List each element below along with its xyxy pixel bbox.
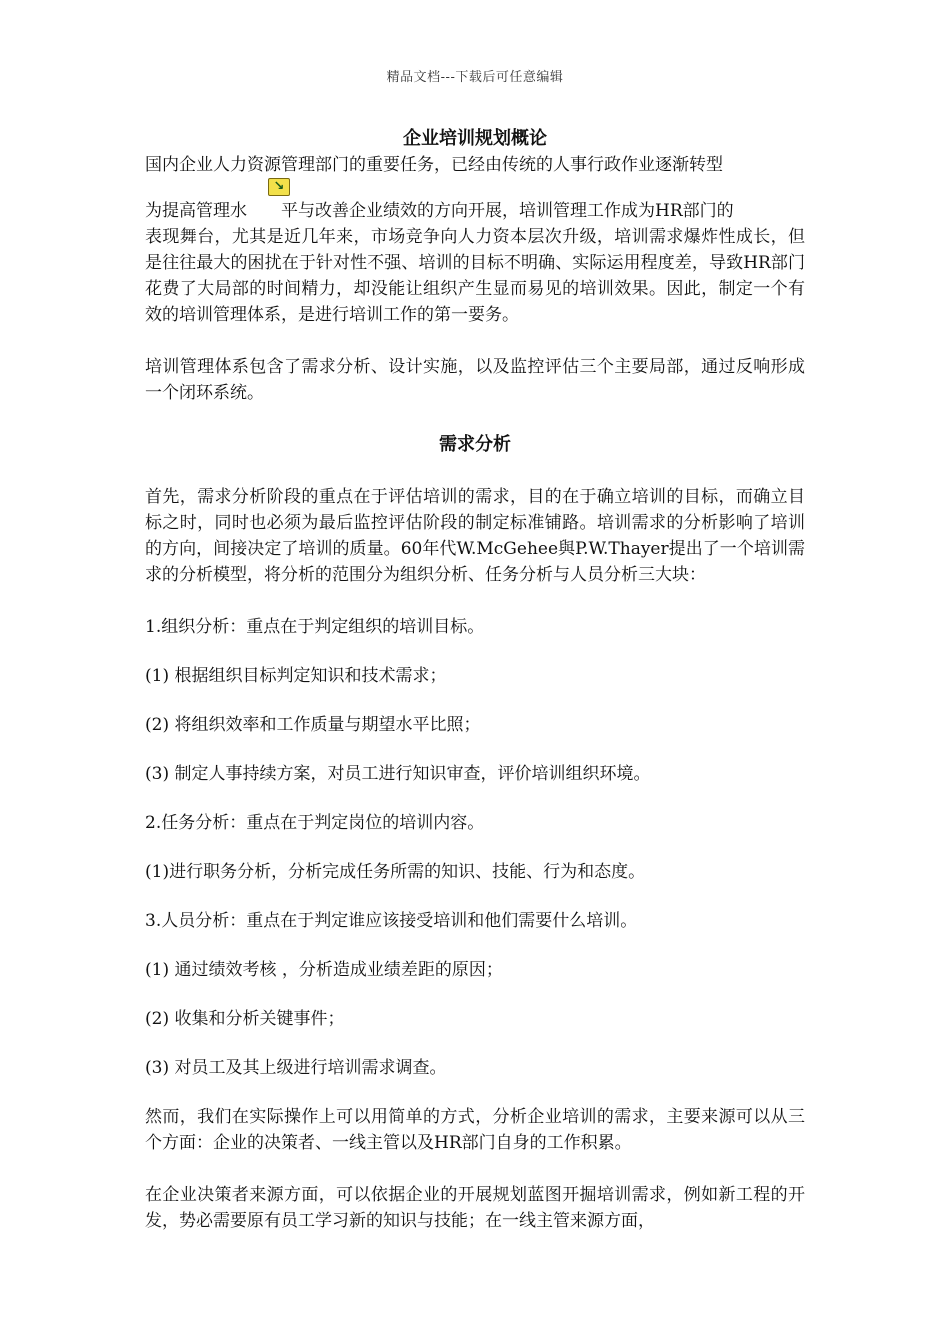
list-item: (1) 根据组织目标判定知识和技术需求； xyxy=(145,666,447,686)
list-item: (3) 对员工及其上级进行培训需求调查。 xyxy=(145,1058,447,1078)
paragraph-needs-intro: 首先，需求分析阶段的重点在于评估培训的需求，目的在于确立培训的目标，而确立目标之时，同时也必须为最后监控评估阶段的制定标准铺路。培训需求的分析影响了培训的方向，间接决定了培训的质量。60年代W.McGehee與P.W.Thayer提出了一个培训需求的分析模型，将分析的范围分为组织分析、任务分析与人员分析三大块： xyxy=(145,487,805,585)
list-item: 1.组织分析：重点在于判定组织的培训目标。 xyxy=(145,617,485,637)
page-header: 精品文档---下载后可任意编辑 xyxy=(386,70,564,85)
intro-line-2 xyxy=(145,198,805,224)
list-item: 2.任务分析：重点在于判定岗位的培训内容。 xyxy=(145,813,485,833)
list-item: (3) 制定人事持续方案，对员工进行知识审查，评价培训组织环境。 xyxy=(145,764,651,784)
intro-line-1: 国内企业人力资源管理部门的重要任务，已经由传统的人事行政作业逐渐转型 xyxy=(145,155,723,175)
list-item: (2) 将组织效率和工作质量与期望水平比照； xyxy=(145,715,481,735)
list-item: (1)进行职务分析，分析完成任务所需的知识、技能、行为和态度。 xyxy=(145,862,646,882)
paragraph-decision-makers: 在企业决策者来源方面，可以依据企业的开展规划蓝图开掘培训需求，例如新工程的开发，势必需要原有员工学习新的知识与技能；在一线主管来源方面， xyxy=(145,1185,805,1231)
list-item: (2) 收集和分析关键事件； xyxy=(145,1009,345,1029)
intro-line-2-part-b: 平与改善企业绩效的方向开展，培训管理工作成为HR部门的 xyxy=(281,201,734,221)
document-title: 企业培训规划概论 xyxy=(403,128,547,149)
list-item: (1) 通过绩效考核 ，分析造成业绩差距的原因； xyxy=(145,960,503,980)
intro-line-2-part-a: 为提高管理水 xyxy=(145,201,247,221)
icon-row xyxy=(145,178,805,198)
intro-paragraph-rest: 表现舞台，尤其是近几年来，市场竞争向人力资本层次升级，培训需求爆炸性成长，但是往往最大的困扰在于针对性不强、培训的目标不明确、实际运用程度差，导致HR部门花费了大局部的时间精力，却没能让组织产生显而易见的培训效果。因此，制定一个有效的培训管理体系，是进行培训工作的第一要务。 xyxy=(145,227,805,325)
paragraph-system: 培训管理体系包含了需求分析、设计实施，以及监控评估三个主要局部，通过反响形成一个闭环系统。 xyxy=(145,357,805,403)
paragraph-practical-sources: 然而，我们在实际操作上可以用简单的方式，分析企业培训的需求，主要来源可以从三个方面：企业的决策者、一线主管以及HR部门自身的工作积累。 xyxy=(145,1107,805,1153)
comment-note-icon[interactable]: ↘ xyxy=(268,178,290,196)
section-title-needs-analysis: 需求分析 xyxy=(439,434,511,455)
document-body xyxy=(145,126,805,1260)
list-item: 3.人员分析：重点在于判定谁应该接受培训和他们需要什么培训。 xyxy=(145,911,638,931)
